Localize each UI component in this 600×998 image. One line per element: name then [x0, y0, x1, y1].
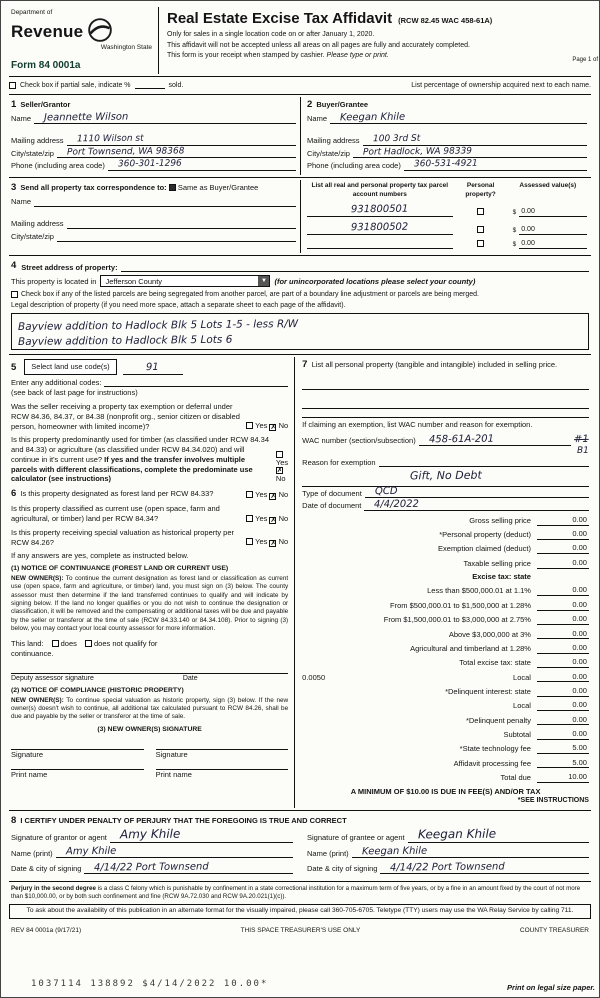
- forest-question-row: [11, 488, 288, 500]
- current-use-yes-checkbox[interactable]: [246, 515, 253, 522]
- tax-row: *Delinquent penalty 0.00: [465, 714, 587, 725]
- grantor-printname-field[interactable]: [56, 846, 293, 858]
- deputy-date-label: Date: [182, 674, 198, 682]
- historic-question: Is this property receiving special valuation as historical property per RCW 84.26?: [11, 527, 235, 547]
- local-rate-row: 0.0050 Local 0.00: [302, 671, 587, 682]
- page-number-label: Page 1 of: [572, 57, 598, 63]
- legal-description-field[interactable]: [11, 313, 589, 350]
- amount-field: 0.00: [537, 515, 589, 526]
- tax-row: *Personal property (deduct) 0.00: [439, 529, 587, 540]
- amount-field: 0.00: [537, 600, 589, 611]
- parcel-table: [300, 180, 591, 253]
- grantor-certification: [11, 827, 293, 874]
- excise-tax-state-header: Excise tax: state: [472, 572, 531, 582]
- amount-field: 0.00: [537, 558, 589, 569]
- does-checkbox[interactable]: [52, 640, 59, 647]
- grantor-printname-value: Amy Khile: [65, 846, 117, 858]
- buyer-title: Buyer/Grantee: [316, 99, 369, 109]
- amount-field: 0.00: [537, 672, 589, 683]
- legal-description-line1: Bayview addition to Hadlock Blk 5 Lots 1-5 - less R/W: [17, 317, 299, 333]
- exemption-question-row: [11, 402, 288, 431]
- exemption-no-checkbox[interactable]: ✗: [270, 424, 277, 432]
- tax-row: Exemption claimed (deduct) 0.00: [438, 543, 587, 554]
- segregated-checkbox[interactable]: [11, 291, 18, 298]
- reason-exemption-field[interactable]: [379, 458, 589, 467]
- historic-question-row: [11, 528, 288, 548]
- tax-row: Taxable selling price 0.00: [463, 557, 587, 568]
- buyer-csz-value: Port Hadlock, WA 98339: [362, 146, 472, 158]
- yes-label: Yes: [275, 457, 289, 467]
- parcel-numbers-header: List all real and personal property tax parcel account numbers: [311, 182, 449, 198]
- tax-row: Gross selling price 0.00: [469, 514, 587, 525]
- dollar-sign: $: [512, 208, 517, 216]
- seller-column: [9, 97, 300, 175]
- street-address-field[interactable]: [121, 263, 589, 272]
- notice3-title: (3) NEW OWNER(S) SIGNATURE: [97, 725, 202, 733]
- section-6-number: 6: [11, 488, 17, 500]
- same-as-buyer-checkbox[interactable]: [169, 184, 176, 191]
- seller-phone-label: Phone (including area code): [11, 161, 105, 171]
- amount-field: 10.00: [537, 772, 589, 783]
- parcel-number-value: 931800502: [351, 221, 409, 234]
- certification-title: I CERTIFY UNDER PENALTY OF PERJURY THAT THE FOREGOING IS TRUE AND CORRECT: [20, 815, 347, 825]
- does-label: does: [60, 639, 77, 649]
- reason-exemption-label: Reason for exemption: [302, 457, 376, 467]
- timber-yes-checkbox[interactable]: [276, 451, 283, 458]
- county-selected-value: Jefferson County: [105, 276, 163, 286]
- form-title: Real Estate Excise Tax Affidavit: [167, 10, 393, 27]
- tax-row: *Delinquent interest: state 0.00: [445, 685, 587, 696]
- personal-property-list-label: List all personal property (tangible and intangible) included in selling price.: [311, 359, 558, 369]
- tax-column: [294, 357, 591, 808]
- partial-sold-label: sold.: [168, 81, 184, 89]
- tax-row: Affidavit processing fee 5.00: [453, 757, 587, 768]
- section-4-number: 4: [11, 260, 17, 272]
- grantor-printname-label: Name (print): [11, 848, 53, 858]
- current-use-question: Is this property classified as current use (open space, farm and agricultural, or timber) land per RCW 84.34?: [11, 504, 220, 524]
- section-8-number: 8: [11, 814, 17, 826]
- state-line: Washington State: [100, 44, 152, 52]
- corr-name-label: Name: [11, 197, 32, 207]
- section-2-number: 2: [307, 98, 313, 110]
- same-as-buyer-label: Same as Buyer/Grantee: [177, 183, 259, 193]
- partial-sale-label: Check box if partial sale, indicate %: [20, 81, 131, 89]
- no-label: No: [278, 490, 289, 500]
- grantee-printname-field[interactable]: [352, 846, 589, 858]
- grantor-date-value: 4/14/22 Port Townsend: [94, 861, 210, 874]
- section-3-number: 3: [11, 182, 17, 194]
- header-note-3: This form is your receipt when stamped by cashier. Please type or print.: [167, 52, 389, 60]
- buyer-address-field[interactable]: [363, 133, 587, 146]
- wac-number-label: WAC number (section/subsection): [302, 436, 416, 446]
- grantee-printname-value: Keegan Khile: [361, 846, 427, 858]
- yes-label: Yes: [255, 421, 268, 431]
- exemption-yes-checkbox[interactable]: [246, 422, 253, 429]
- buyer-phone-field[interactable]: [404, 159, 587, 171]
- local-rate-value: 0.0050: [302, 672, 326, 682]
- tax-row: Local 0.00: [513, 700, 587, 711]
- grantee-certification: [307, 827, 589, 874]
- revenue-logo-icon: [87, 17, 113, 46]
- seller-phone-field[interactable]: [108, 159, 296, 171]
- current-use-question-row: [11, 504, 288, 524]
- partial-sale-checkbox[interactable]: [9, 82, 16, 89]
- grantor-signature-label: Signature of grantor or agent: [11, 832, 107, 842]
- partial-sale-row: [9, 79, 591, 92]
- amount-field: 0.00: [537, 614, 589, 625]
- rcw-reference: (RCW 82.45 WAC 458-61A): [398, 16, 493, 25]
- tax-row: From $500,000.01 to $1,500,000 at 1.28% 0.00: [390, 599, 587, 610]
- correspondence-title: Send all property tax correspondence to:: [20, 183, 167, 193]
- legal-description-label: Legal description of property (if you need more space, attach a separate sheet to each page of the affidavit).: [11, 302, 346, 310]
- cashier-stamp: 1037114 138892 $4/14/2022 10.00*: [31, 979, 269, 990]
- wac-strike-note: #1: [574, 433, 590, 446]
- wac-number-field[interactable]: [419, 433, 572, 446]
- property-section: [9, 258, 591, 352]
- does-not-label: does not qualify for: [93, 639, 158, 649]
- amount-field: 0.00: [537, 729, 589, 740]
- form-header: [9, 7, 591, 74]
- notice1-body: NEW OWNER(S): To continue the current designation as forest land or classification as current use (open space, farm and agriculture, or timber) land, you must sign on (3) below. The county assessor must then determine if the land transferred continues to qualify and will indicate by signing below. If the land no longer qualifies or you do not wish to continue the designation or classification, it will be removed and the compensating or additional taxes will be due and payable by the seller or transferor at the time of sale (RCW 84.33.140 or 84.34.108). Prior to signing (3) below, you may contact your local county assessor for more information.: [11, 575, 289, 632]
- timber-question: Is this property predominantly used for timber (as classified under RCW 84.34 and 84.33) or agriculture (as classified under RCW 84.34.020) and will continue in it's current use?: [11, 435, 270, 464]
- parcel-number-field[interactable]: [307, 221, 453, 235]
- corr-name-field[interactable]: [34, 198, 296, 207]
- no-label: No: [278, 421, 289, 431]
- corr-address-field[interactable]: [67, 220, 296, 229]
- grantee-signature-value: Keegan Khile: [417, 826, 496, 842]
- legal-size-note: Print on legal size paper.: [507, 983, 595, 993]
- dept-line: Department of: [11, 9, 53, 16]
- notice2-title: (2) NOTICE OF COMPLIANCE (HISTORIC PROPERTY): [11, 686, 184, 694]
- new-owners-lead: NEW OWNER(S):: [11, 575, 64, 583]
- perjury-notice: Perjury in the second degree is a class C felony which is punishable by confinement in a state correctional institution for a maximum term of five years, or by a fine in an amount fixed by the court of not more than $10,000.00, or by both such confinement and fine (RCW 9A.72.030 and RCW 9A.20.021(1)(c)).: [11, 885, 581, 901]
- seller-buyer-section: [9, 97, 591, 175]
- segregated-label: Check box if any of the listed parcels are being segregated from another parcel, are part of a boundary line adjustment or parcels are being merged.: [21, 291, 479, 299]
- legal-description-line2: Bayview addition to Hadlock Blk 5 Lots 6: [17, 333, 233, 349]
- parcel-row: [307, 221, 587, 235]
- bottom-row: [9, 927, 591, 935]
- amount-field: 5.00: [537, 743, 589, 754]
- corr-csz-field[interactable]: [57, 233, 296, 242]
- title-block: [159, 7, 591, 74]
- doc-date-field[interactable]: [364, 498, 589, 511]
- correspondence-section: [9, 180, 591, 253]
- land-use-code-value: 91: [146, 361, 160, 373]
- no-label: No: [278, 513, 289, 523]
- personal-property-checkbox[interactable]: [477, 240, 484, 247]
- doc-type-label: Type of document: [302, 488, 362, 498]
- current-use-no-checkbox[interactable]: ✗: [270, 516, 277, 524]
- assessed-value-header: Assessed value(s): [519, 182, 577, 190]
- located-in-label: This property is located in: [11, 276, 97, 286]
- buyer-name-field[interactable]: [330, 111, 587, 124]
- print-name-label: Print name: [11, 770, 48, 780]
- grantee-printname-label: Name (print): [307, 848, 349, 858]
- seller-name-label: Name: [11, 114, 32, 124]
- total-due-row: Total due 10.00: [500, 771, 587, 782]
- additional-codes-field[interactable]: [104, 378, 288, 387]
- land-use-select-button[interactable]: Select land use code(s): [24, 359, 116, 375]
- notice1-title: (1) NOTICE OF CONTINUANCE (FOREST LAND OR CURRENT USE): [11, 565, 229, 573]
- tax-row: Less than $500,000.01 at 1.1% 0.00: [427, 585, 587, 596]
- grantee-date-field[interactable]: [380, 861, 589, 874]
- see-back-note: (see back of last page for instructions): [11, 388, 138, 398]
- chevron-down-icon: ▼: [258, 276, 269, 286]
- parcel-row: [307, 239, 587, 249]
- seller-phone-value: 360-301-1296: [117, 159, 182, 170]
- seller-csz-label: City/state/zip: [11, 148, 54, 158]
- print-name-label: Print name: [155, 770, 192, 780]
- header-note-1: Only for sales in a single location code on or after January 1, 2020.: [167, 31, 375, 38]
- this-land-label: This land:: [11, 639, 44, 649]
- tax-row: From $1,500,000.01 to $3,000,000 at 2.75% 0.00: [383, 614, 587, 625]
- section-7-number: 7: [302, 358, 308, 370]
- parcel-number-field[interactable]: [307, 239, 453, 249]
- parcel-number-field[interactable]: [307, 203, 453, 217]
- yes-label: Yes: [255, 537, 268, 547]
- grantor-signature-field[interactable]: [110, 826, 293, 843]
- street-address-label: Street address of property:: [21, 262, 118, 272]
- buyer-column: [300, 97, 591, 175]
- yes-label: Yes: [255, 513, 268, 523]
- wac-corrected-note: B1: [577, 445, 590, 456]
- agency-block: [9, 7, 159, 74]
- timber-no-checkbox[interactable]: ✗: [276, 467, 283, 475]
- personal-property-header: Personal property?: [465, 182, 496, 198]
- treasurer-space-label: THIS SPACE TREASURER'S USE ONLY: [240, 926, 361, 934]
- personal-property-checkbox[interactable]: [477, 226, 484, 233]
- amount-field: 0.00: [537, 585, 589, 596]
- seller-name-field[interactable]: [34, 111, 296, 124]
- section-1-number: 1: [11, 98, 17, 110]
- dollar-sign: $: [512, 226, 517, 234]
- reason-exemption-value: Gift, No Debt: [409, 468, 482, 483]
- forest-no-checkbox[interactable]: ✗: [270, 493, 277, 501]
- grantor-signature-value: Amy Khile: [119, 826, 181, 842]
- doc-date-value: 4/4/2022: [374, 498, 420, 511]
- buyer-csz-label: City/state/zip: [307, 148, 350, 158]
- ownership-percent-note: List percentage of ownership acquired next to each name.: [411, 81, 591, 89]
- amount-field: 5.00: [537, 758, 589, 769]
- amount-field: 0.00: [537, 629, 589, 640]
- amount-field: 0.00: [537, 543, 589, 554]
- grantor-date-field[interactable]: [84, 861, 293, 874]
- buyer-csz-field[interactable]: [353, 146, 587, 158]
- personal-property-checkbox[interactable]: [477, 208, 484, 215]
- seller-title: Seller/Grantor: [20, 99, 71, 109]
- additional-codes-label: Enter any additional codes:: [11, 377, 102, 387]
- new-owners-lead: NEW OWNER(S):: [11, 696, 64, 704]
- signature-label: Signature: [155, 749, 188, 759]
- yes-label: Yes: [255, 490, 268, 500]
- amount-field: 0.00: [537, 529, 589, 540]
- agency-name: Revenue: [11, 21, 84, 41]
- amount-field: 0.00: [537, 715, 589, 726]
- grantee-date-label: Date & city of signing: [307, 864, 378, 874]
- grantee-signature-field[interactable]: [408, 826, 589, 843]
- grantor-date-label: Date & city of signing: [11, 864, 82, 874]
- seller-csz-value: Port Townsend, WA 98368: [66, 146, 185, 158]
- grantee-date-value: 4/14/22 Port Townsend: [390, 861, 506, 874]
- exemption-question: Was the seller receiving a property tax exemption or deferral under RCW 84.36, 84.37, or 84.38 (nonprofit org., senior citizen or disabled person, homeowner with limited income)?: [11, 402, 240, 431]
- forest-yes-checkbox[interactable]: [246, 491, 253, 498]
- grantee-signature-label: Signature of grantee or agent: [307, 832, 405, 842]
- certification-section: [9, 813, 591, 877]
- form-number: Form 84 0001a: [11, 59, 81, 71]
- county-note: (for unincorporated locations please select your county): [274, 276, 476, 286]
- parcel-row: [307, 203, 587, 217]
- amount-field: 0.00: [537, 643, 589, 654]
- historic-yes-checkbox[interactable]: [246, 538, 253, 545]
- dollar-sign: $: [512, 240, 517, 248]
- no-label: No: [275, 474, 286, 484]
- buyer-phone-value: 360-531-4921: [413, 159, 478, 170]
- notice2-body: NEW OWNER(S): To continue special valuation as historic property, sign (3) below. If the new owner(s) doesn't wish to continue, all additional tax calculated pursuant to RCW 84.26, shall be due and payable by the seller or transferor at the time of sale.: [11, 696, 289, 721]
- assessed-value: 0.00: [519, 207, 587, 217]
- amount-field: 0.00: [537, 686, 589, 697]
- wac-number-value: 458-61A-201: [428, 433, 494, 446]
- seller-address-label: Mailing address: [11, 135, 64, 145]
- corr-csz-label: City/state/zip: [11, 231, 54, 241]
- tax-row: Subtotal 0.00: [503, 728, 587, 739]
- no-label: No: [278, 537, 289, 547]
- timber-question-bold: If yes and the transfer involves multiple parcels with different classifications, complete the predominate use calculator (see instructions): [11, 454, 253, 484]
- header-note-2: This affidavit will not be accepted unless all areas on all pages are fully and accurately completed.: [167, 41, 470, 49]
- land-use-code-field[interactable]: [123, 361, 183, 375]
- seller-address-value: 1110 Wilson st: [76, 133, 144, 145]
- timber-question-row: [11, 435, 288, 484]
- land-use-column: [9, 357, 294, 808]
- buyer-phone-label: Phone (including area code): [307, 161, 401, 171]
- county-select[interactable]: [100, 275, 270, 287]
- assessed-value: 0.00: [519, 239, 587, 249]
- see-instructions-note: *SEE INSTRUCTIONS: [517, 797, 589, 805]
- does-not-checkbox[interactable]: [85, 640, 92, 647]
- doc-type-value: QCD: [374, 486, 398, 498]
- buyer-name-label: Name: [307, 114, 328, 124]
- forest-question: Is this property designated as forest land per RCW 84.33?: [20, 489, 214, 499]
- rev-number: REV 84 0001a (9/17/21): [11, 926, 82, 934]
- correspondence-column: [9, 180, 300, 253]
- historic-no-checkbox[interactable]: ✗: [270, 540, 277, 548]
- corr-address-label: Mailing address: [11, 219, 64, 229]
- seller-address-field[interactable]: [67, 133, 296, 146]
- personal-property-line-1[interactable]: [302, 381, 589, 390]
- exemption-claim-note: If claiming an exemption, list WAC number and reason for exemption.: [302, 420, 533, 430]
- section-5-number: 5: [11, 362, 17, 374]
- buyer-address-value: 100 3rd St: [372, 133, 420, 145]
- tax-row: Above $3,000,000 at 3% 0.00: [448, 628, 587, 639]
- assessed-value: 0.00: [519, 225, 587, 235]
- county-treasurer-label: COUNTY TREASURER: [519, 926, 589, 934]
- personal-property-line-2[interactable]: [302, 400, 589, 409]
- minimum-due-note: A MINIMUM OF $10.00 IS DUE IN FEE(S) AND/OR TAX: [350, 786, 541, 796]
- seller-name-value: Jeannette Wilson: [43, 111, 129, 124]
- amount-field: 0.00: [537, 657, 589, 668]
- tax-row: *State technology fee 5.00: [459, 743, 587, 754]
- middle-zone: [9, 357, 591, 808]
- parcel-number-value: 931800501: [351, 203, 409, 216]
- deputy-signature-label: Deputy assessor signature: [11, 674, 94, 682]
- amount-field: 0.00: [537, 700, 589, 711]
- partial-percent-field[interactable]: [135, 81, 165, 89]
- alternate-format-notice: To ask about the availability of this publication in an alternate format for the visually impaired, please call 360-705-6705. Teletype (TTY) users may use the WA Relay Service by calling 711.: [9, 904, 591, 919]
- tax-row: Total excise tax: state 0.00: [459, 657, 587, 668]
- buyer-name-value: Keegan Khile: [339, 111, 406, 124]
- continuance-label: continuance.: [11, 649, 54, 659]
- seller-csz-field[interactable]: [57, 146, 296, 158]
- buyer-address-label: Mailing address: [307, 135, 360, 145]
- tax-row: Agricultural and timberland at 1.28% 0.00: [410, 642, 587, 653]
- if-any-note: If any answers are yes, complete as instructed below.: [11, 551, 189, 561]
- signature-label: Signature: [11, 749, 44, 759]
- doc-date-label: Date of document: [302, 501, 362, 511]
